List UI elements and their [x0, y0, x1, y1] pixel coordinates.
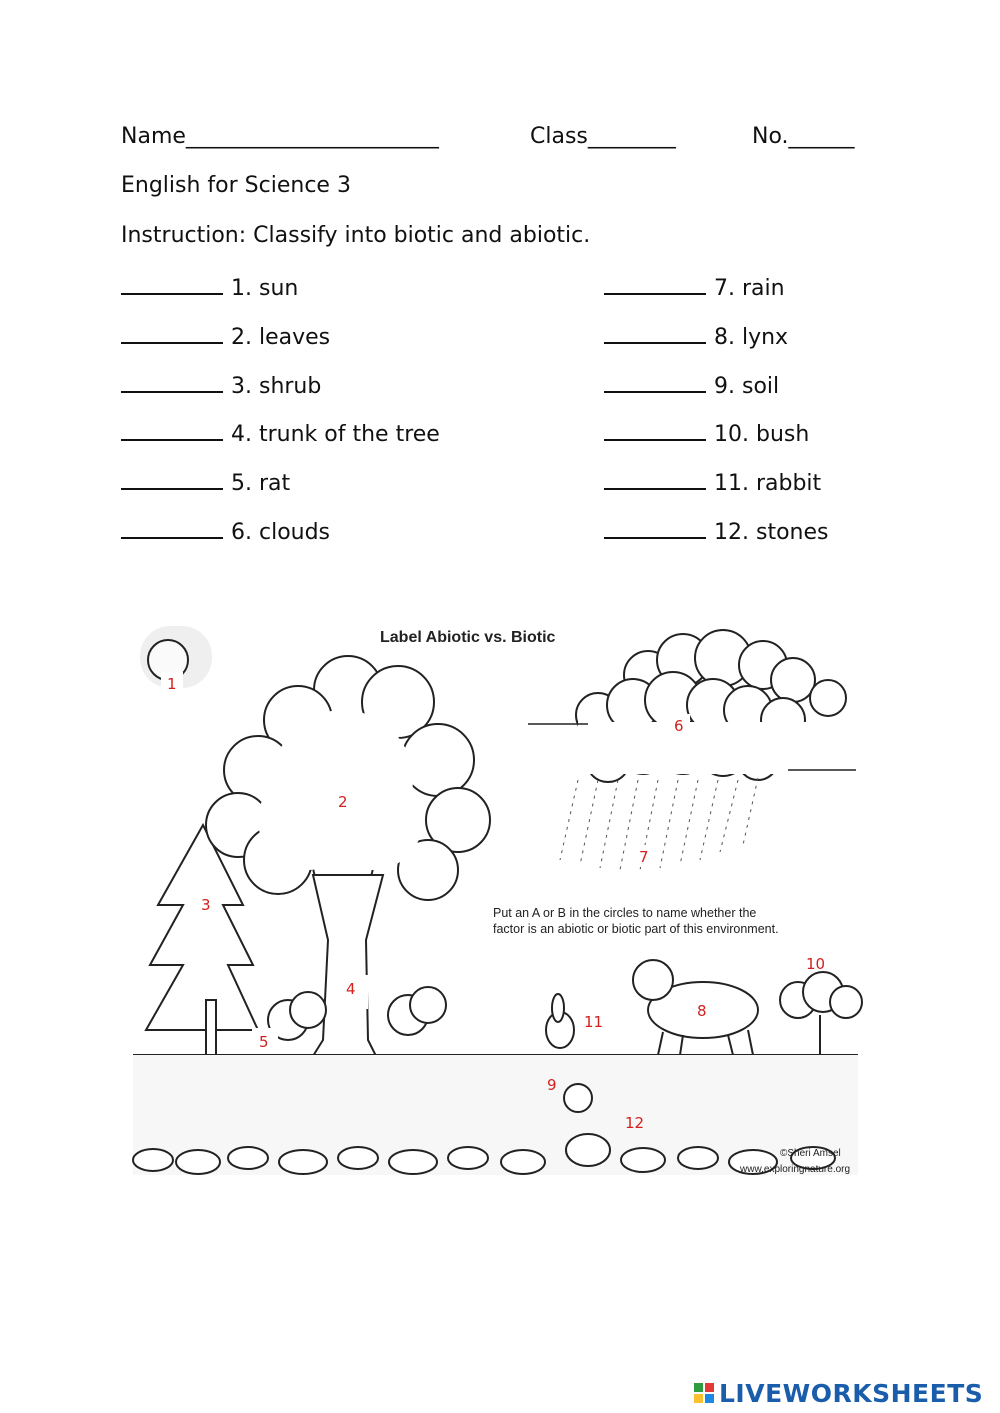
list-item: 4. trunk of the tree	[121, 417, 440, 447]
answer-blank[interactable]	[121, 515, 223, 539]
svg-text:5: 5	[259, 1033, 269, 1051]
rabbit-drawing	[546, 994, 574, 1048]
label-5[interactable]	[252, 1028, 278, 1054]
answer-blank[interactable]	[121, 417, 223, 441]
brand-name: LIVEWORKSHEETS	[719, 1378, 984, 1408]
svg-text:6: 6	[674, 717, 684, 735]
svg-text:10: 10	[806, 955, 826, 973]
diagram-title: Label Abiotic vs. Biotic	[380, 629, 556, 646]
answer-blank[interactable]	[121, 320, 223, 344]
label-10[interactable]	[806, 955, 825, 973]
diagram-instruction-line2: factor is an abiotic or biotic part of this environment.	[493, 922, 779, 936]
diagram-instruction-line1: Put an A or B in the circles to name whether the	[493, 906, 757, 920]
diagram-credit: ©Sheri Amsel	[780, 1148, 841, 1159]
list-item: 5. rat	[121, 466, 290, 496]
student-info-line	[121, 124, 881, 154]
list-item: 1. sun	[121, 271, 298, 301]
svg-text:4: 4	[346, 980, 356, 998]
svg-text:2: 2	[338, 793, 348, 811]
list-item: 7. rain	[604, 271, 785, 301]
label-7[interactable]	[633, 845, 655, 867]
answer-blank[interactable]	[121, 271, 223, 295]
label-4[interactable]	[334, 975, 368, 1009]
rain-drawing	[560, 778, 758, 870]
list-item: 11. rabbit	[604, 466, 821, 496]
pine-tree-drawing	[146, 825, 258, 1055]
answer-blank[interactable]	[604, 271, 706, 295]
list-item: 10. bush	[604, 417, 809, 447]
svg-text:9: 9	[547, 1076, 557, 1094]
list-item: 12. stones	[604, 515, 828, 545]
answer-blank[interactable]	[121, 466, 223, 490]
label-9[interactable]	[547, 1076, 557, 1094]
label-12[interactable]	[625, 1114, 644, 1132]
list-item: 6. clouds	[121, 515, 330, 545]
label-8[interactable]	[697, 1002, 707, 1020]
subject-title: English for Science 3	[121, 173, 351, 198]
liveworksheets-logo-icon	[694, 1383, 714, 1403]
diagram-source: www.exploringnature.org	[740, 1164, 851, 1175]
class-field[interactable]: Class________	[530, 124, 676, 149]
answer-blank[interactable]	[604, 369, 706, 393]
label-1[interactable]	[161, 672, 183, 694]
svg-text:7: 7	[639, 848, 649, 866]
name-field[interactable]: Name_______________________	[121, 124, 439, 149]
answer-blank[interactable]	[121, 369, 223, 393]
lynx-drawing	[633, 960, 758, 1055]
svg-text:1: 1	[167, 675, 177, 693]
liveworksheets-brand	[694, 1378, 983, 1408]
svg-text:3: 3	[201, 896, 211, 914]
tree-canopy-drawing	[206, 656, 490, 900]
list-item: 9. soil	[604, 369, 779, 399]
list-item: 2. leaves	[121, 320, 330, 350]
svg-text:11: 11	[584, 1013, 604, 1031]
instruction-text: Instruction: Classify into biotic and abiotic.	[121, 223, 591, 248]
list-item: 3. shrub	[121, 369, 321, 399]
cloud-drawing	[528, 630, 856, 782]
answer-blank[interactable]	[604, 515, 706, 539]
label-2[interactable]	[332, 788, 354, 811]
answer-blank[interactable]	[604, 417, 706, 441]
svg-text:8: 8	[697, 1002, 707, 1020]
label-3[interactable]	[190, 890, 220, 920]
list-item: 8. lynx	[604, 320, 788, 350]
number-field[interactable]: No.______	[752, 124, 855, 149]
answer-blank[interactable]	[604, 466, 706, 490]
answer-blank[interactable]	[604, 320, 706, 344]
svg-text:12: 12	[625, 1114, 645, 1132]
label-6[interactable]	[668, 714, 690, 736]
label-11[interactable]	[578, 1005, 618, 1041]
ecosystem-diagram	[128, 620, 868, 1185]
